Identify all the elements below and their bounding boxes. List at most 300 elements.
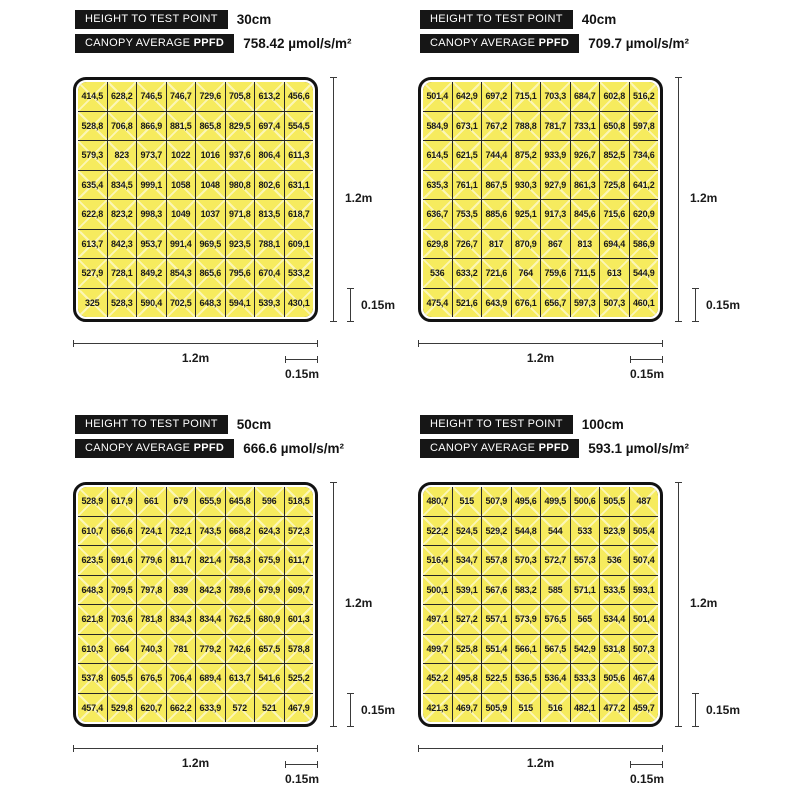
ppfd-cell: 823,2 bbox=[108, 200, 137, 229]
ppfd-cell: 522,5 bbox=[482, 664, 511, 693]
ppfd-cell: 539,1 bbox=[453, 576, 482, 605]
ppfd-cell: 613,2 bbox=[255, 82, 284, 111]
ppfd-cell: 567,6 bbox=[482, 576, 511, 605]
ppfd-cell: 759,6 bbox=[541, 259, 570, 288]
ppfd-cell: 867 bbox=[541, 230, 570, 259]
ppfd-cell: 645,8 bbox=[226, 487, 255, 516]
ppfd-cell: 675,9 bbox=[255, 546, 284, 575]
height-value: 50cm bbox=[236, 417, 272, 432]
ppfd-cell: 628,2 bbox=[108, 82, 137, 111]
ppfd-cell: 679 bbox=[167, 487, 196, 516]
ppfd-cell: 633,9 bbox=[196, 694, 225, 723]
ppfd-cell: 781,7 bbox=[541, 112, 570, 141]
ppfd-cell: 544,9 bbox=[630, 259, 659, 288]
canopy-average-text: CANOPY AVERAGE bbox=[85, 442, 194, 454]
ppfd-cell: 586,9 bbox=[630, 230, 659, 259]
ppfd-cell: 613 bbox=[600, 259, 629, 288]
ppfd-cell: 541,6 bbox=[255, 664, 284, 693]
ppfd-cell: 781,8 bbox=[137, 605, 166, 634]
ppfd-cell: 885,6 bbox=[482, 200, 511, 229]
ppfd-cell: 679,9 bbox=[255, 576, 284, 605]
ppfd-cell: 813 bbox=[571, 230, 600, 259]
ppfd-cell: 802,6 bbox=[255, 171, 284, 200]
ppfd-cell: 1022 bbox=[167, 141, 196, 170]
height-dimension-line bbox=[678, 482, 679, 727]
ppfd-cell: 655,9 bbox=[196, 487, 225, 516]
ppfd-cell: 459,7 bbox=[630, 694, 659, 723]
ppfd-cell: 703,6 bbox=[108, 605, 137, 634]
ppfd-cell: 609,7 bbox=[285, 576, 314, 605]
height-dimension-line bbox=[333, 77, 334, 322]
width-dimension-line bbox=[418, 343, 663, 344]
cell-height-dimension-label: 0.15m bbox=[706, 298, 741, 312]
ppfd-cell: 926,7 bbox=[571, 141, 600, 170]
ppfd-text: PPFD bbox=[538, 442, 570, 454]
ppfd-cell: 636,7 bbox=[423, 200, 452, 229]
ppfd-cell: 673,1 bbox=[453, 112, 482, 141]
ppfd-cell: 573,9 bbox=[512, 605, 541, 634]
ppfd-cell: 753,5 bbox=[453, 200, 482, 229]
ppfd-cell: 507,3 bbox=[630, 635, 659, 664]
ppfd-cell: 762,5 bbox=[226, 605, 255, 634]
cell-width-dimension-label: 0.15m bbox=[284, 772, 320, 786]
height-value: 30cm bbox=[236, 12, 272, 27]
ppfd-cell: 539,3 bbox=[255, 289, 284, 318]
ppfd-cell: 845,6 bbox=[571, 200, 600, 229]
ppfd-cell: 703,3 bbox=[541, 82, 570, 111]
ppfd-cell: 641,2 bbox=[630, 171, 659, 200]
ppfd-cell: 542,9 bbox=[571, 635, 600, 664]
ppfd-cell: 430,1 bbox=[285, 289, 314, 318]
ppfd-cell: 497,1 bbox=[423, 605, 452, 634]
height-value: 100cm bbox=[581, 417, 624, 432]
ppfd-cell: 536 bbox=[423, 259, 452, 288]
ppfd-cell: 709,5 bbox=[108, 576, 137, 605]
ppfd-cell: 746,5 bbox=[137, 82, 166, 111]
ppfd-cell: 842,3 bbox=[108, 230, 137, 259]
ppfd-cell: 501,4 bbox=[630, 605, 659, 634]
height-dimension-label: 1.2m bbox=[690, 191, 718, 205]
cell-width-dimension-line bbox=[285, 359, 318, 360]
cell-width-dimension-line bbox=[630, 359, 663, 360]
ppfd-cell: 767,2 bbox=[482, 112, 511, 141]
ppfd-cell: 779,2 bbox=[196, 635, 225, 664]
ppfd-cell: 623,5 bbox=[78, 546, 107, 575]
ppfd-cell: 662,2 bbox=[167, 694, 196, 723]
ppfd-cell: 758,3 bbox=[226, 546, 255, 575]
ppfd-cell: 515 bbox=[453, 487, 482, 516]
ppfd-cell: 554,5 bbox=[285, 112, 314, 141]
ppfd-cell: 620,7 bbox=[137, 694, 166, 723]
ppfd-cell: 475,4 bbox=[423, 289, 452, 318]
ppfd-cell: 528,8 bbox=[78, 112, 107, 141]
cell-width-dimension-label: 0.15m bbox=[629, 772, 665, 786]
ppfd-cell: 610,3 bbox=[78, 635, 107, 664]
ppfd-cell: 597,3 bbox=[571, 289, 600, 318]
ppfd-cell: 740,3 bbox=[137, 635, 166, 664]
ppfd-grid bbox=[423, 487, 658, 722]
ppfd-cell: 697,4 bbox=[255, 112, 284, 141]
ppfd-cell: 499,5 bbox=[541, 487, 570, 516]
ppfd-cell: 1016 bbox=[196, 141, 225, 170]
ppfd-cell: 725,8 bbox=[600, 171, 629, 200]
ppfd-cell: 925,1 bbox=[512, 200, 541, 229]
ppfd-cell: 572 bbox=[226, 694, 255, 723]
ppfd-cell: 505,5 bbox=[600, 487, 629, 516]
ppfd-cell: 452,2 bbox=[423, 664, 452, 693]
ppfd-cell: 661 bbox=[137, 487, 166, 516]
ppfd-cell: 500,6 bbox=[571, 487, 600, 516]
ppfd-cell: 635,3 bbox=[423, 171, 452, 200]
ppfd-cell: 525,8 bbox=[453, 635, 482, 664]
ppfd-cell: 624,3 bbox=[255, 517, 284, 546]
ppfd-cell: 743,5 bbox=[196, 517, 225, 546]
ppfd-cell: 933,9 bbox=[541, 141, 570, 170]
ppfd-cell: 795,6 bbox=[226, 259, 255, 288]
ppfd-cell: 656,7 bbox=[541, 289, 570, 318]
ppfd-cell: 705,8 bbox=[226, 82, 255, 111]
canopy-average-ppfd-label bbox=[75, 439, 234, 458]
canopy-average-text: CANOPY AVERAGE bbox=[430, 442, 539, 454]
ppfd-cell: 875,2 bbox=[512, 141, 541, 170]
ppfd-cell: 854,3 bbox=[167, 259, 196, 288]
ppfd-cell: 557,1 bbox=[482, 605, 511, 634]
ppfd-cell: 499,7 bbox=[423, 635, 452, 664]
ppfd-cell: 813,5 bbox=[255, 200, 284, 229]
cell-width-dimension-label: 0.15m bbox=[629, 367, 665, 381]
ppfd-cell: 578,8 bbox=[285, 635, 314, 664]
ppfd-cell: 618,7 bbox=[285, 200, 314, 229]
ppfd-cell: 621,5 bbox=[453, 141, 482, 170]
ppfd-cell: 834,4 bbox=[196, 605, 225, 634]
ppfd-cell: 576,5 bbox=[541, 605, 570, 634]
ppfd-cell: 715,6 bbox=[600, 200, 629, 229]
ppfd-cell: 528,3 bbox=[108, 289, 137, 318]
ppfd-cell: 733,1 bbox=[571, 112, 600, 141]
ppfd-cell: 611,3 bbox=[285, 141, 314, 170]
average-ppfd-value: 709.7 µmol/s/m² bbox=[588, 36, 690, 51]
ppfd-cell: 643,9 bbox=[482, 289, 511, 318]
ppfd-cell: 523,9 bbox=[600, 517, 629, 546]
canopy-average-ppfd-label bbox=[420, 34, 579, 53]
width-dimension-line bbox=[73, 343, 318, 344]
ppfd-text: PPFD bbox=[193, 442, 225, 454]
ppfd-cell: 726,7 bbox=[453, 230, 482, 259]
ppfd-cell: 536 bbox=[600, 546, 629, 575]
ppfd-cell: 711,5 bbox=[571, 259, 600, 288]
ppfd-cell: 1037 bbox=[196, 200, 225, 229]
ppfd-cell: 557,8 bbox=[482, 546, 511, 575]
width-dimension-label: 1.2m bbox=[526, 351, 555, 365]
ppfd-cell: 806,4 bbox=[255, 141, 284, 170]
ppfd-cell: 551,4 bbox=[482, 635, 511, 664]
ppfd-cell: 834,3 bbox=[167, 605, 196, 634]
ppfd-cell: 565 bbox=[571, 605, 600, 634]
ppfd-cell: 570,3 bbox=[512, 546, 541, 575]
ppfd-cell: 621,8 bbox=[78, 605, 107, 634]
panel-header bbox=[75, 415, 344, 458]
ppfd-cell: 728,1 bbox=[108, 259, 137, 288]
ppfd-cell: 507,3 bbox=[600, 289, 629, 318]
ppfd-cell: 923,5 bbox=[226, 230, 255, 259]
ppfd-cell: 648,3 bbox=[78, 576, 107, 605]
width-dimension-label: 1.2m bbox=[181, 351, 210, 365]
ppfd-cell: 505,4 bbox=[630, 517, 659, 546]
ppfd-cell: 325 bbox=[78, 289, 107, 318]
height-dimension-label: 1.2m bbox=[690, 596, 718, 610]
ppfd-cell: 527,2 bbox=[453, 605, 482, 634]
average-ppfd-value: 758.42 µmol/s/m² bbox=[243, 36, 352, 51]
ppfd-cell: 525,2 bbox=[285, 664, 314, 693]
ppfd-cell: 817 bbox=[482, 230, 511, 259]
cell-height-dimension-line bbox=[695, 693, 696, 727]
ppfd-cell: 534,4 bbox=[600, 605, 629, 634]
height-to-test-point-label: HEIGHT TO TEST POINT bbox=[75, 415, 228, 434]
ppfd-cell: 605,5 bbox=[108, 664, 137, 693]
ppfd-cell: 839 bbox=[167, 576, 196, 605]
ppfd-cell: 516 bbox=[541, 694, 570, 723]
ppfd-cell: 917,3 bbox=[541, 200, 570, 229]
ppfd-cell: 656,6 bbox=[108, 517, 137, 546]
height-dimension-line bbox=[678, 77, 679, 322]
ppfd-cell: 521 bbox=[255, 694, 284, 723]
ppfd-cell: 642,9 bbox=[453, 82, 482, 111]
ppfd-cell: 557,3 bbox=[571, 546, 600, 575]
ppfd-cell: 524,5 bbox=[453, 517, 482, 546]
ppfd-panel-50cm bbox=[73, 415, 413, 800]
ppfd-cell: 742,6 bbox=[226, 635, 255, 664]
ppfd-cell: 746,7 bbox=[167, 82, 196, 111]
ppfd-cell: 697,2 bbox=[482, 82, 511, 111]
ppfd-cell: 456,6 bbox=[285, 82, 314, 111]
ppfd-grid-panel bbox=[73, 482, 318, 727]
ppfd-cell: 664 bbox=[108, 635, 137, 664]
ppfd-cell: 973,7 bbox=[137, 141, 166, 170]
ppfd-cell: 999,1 bbox=[137, 171, 166, 200]
average-ppfd-value: 666.6 µmol/s/m² bbox=[243, 441, 345, 456]
ppfd-cell: 834,5 bbox=[108, 171, 137, 200]
cell-height-dimension-line bbox=[695, 288, 696, 322]
ppfd-cell: 865,6 bbox=[196, 259, 225, 288]
ppfd-cell: 516,4 bbox=[423, 546, 452, 575]
ppfd-cell: 460,1 bbox=[630, 289, 659, 318]
ppfd-cell: 823 bbox=[108, 141, 137, 170]
ppfd-cell: 866,9 bbox=[137, 112, 166, 141]
ppfd-cell: 533 bbox=[571, 517, 600, 546]
ppfd-cell: 507,9 bbox=[482, 487, 511, 516]
ppfd-cell: 487 bbox=[630, 487, 659, 516]
ppfd-cell: 842,3 bbox=[196, 576, 225, 605]
ppfd-cell: 729,6 bbox=[196, 82, 225, 111]
ppfd-cell: 631,1 bbox=[285, 171, 314, 200]
ppfd-cell: 852,5 bbox=[600, 141, 629, 170]
ppfd-cell: 789,6 bbox=[226, 576, 255, 605]
height-dimension-line bbox=[333, 482, 334, 727]
ppfd-cell: 881,5 bbox=[167, 112, 196, 141]
ppfd-cell: 676,1 bbox=[512, 289, 541, 318]
ppfd-cell: 584,9 bbox=[423, 112, 452, 141]
ppfd-cell: 867,5 bbox=[482, 171, 511, 200]
ppfd-cell: 414,5 bbox=[78, 82, 107, 111]
cell-height-dimension-line bbox=[350, 693, 351, 727]
ppfd-cell: 500,1 bbox=[423, 576, 452, 605]
ppfd-grid-panel bbox=[418, 482, 663, 727]
ppfd-panel-40cm bbox=[418, 10, 758, 405]
ppfd-grid bbox=[423, 82, 658, 317]
ppfd-cell: 566,1 bbox=[512, 635, 541, 664]
ppfd-cell: 469,7 bbox=[453, 694, 482, 723]
ppfd-cell: 596 bbox=[255, 487, 284, 516]
height-dimension-label: 1.2m bbox=[345, 596, 373, 610]
ppfd-cell: 467,4 bbox=[630, 664, 659, 693]
ppfd-cell: 421,3 bbox=[423, 694, 452, 723]
panel-header bbox=[420, 415, 689, 458]
ppfd-cell: 601,3 bbox=[285, 605, 314, 634]
ppfd-cell: 721,6 bbox=[482, 259, 511, 288]
ppfd-cell: 613,7 bbox=[78, 230, 107, 259]
panel-header bbox=[75, 10, 352, 53]
ppfd-cell: 467,9 bbox=[285, 694, 314, 723]
ppfd-panel-30cm bbox=[73, 10, 413, 405]
ppfd-cell: 811,7 bbox=[167, 546, 196, 575]
canopy-average-text: CANOPY AVERAGE bbox=[85, 37, 194, 49]
ppfd-cell: 706,4 bbox=[167, 664, 196, 693]
ppfd-cell: 544 bbox=[541, 517, 570, 546]
canopy-average-text: CANOPY AVERAGE bbox=[430, 37, 539, 49]
ppfd-cell: 998,3 bbox=[137, 200, 166, 229]
ppfd-cell: 533,3 bbox=[571, 664, 600, 693]
canopy-average-ppfd-label bbox=[75, 34, 234, 53]
width-dimension-line bbox=[418, 748, 663, 749]
ppfd-cell: 861,3 bbox=[571, 171, 600, 200]
ppfd-cell: 724,1 bbox=[137, 517, 166, 546]
ppfd-cell: 617,9 bbox=[108, 487, 137, 516]
ppfd-grid bbox=[78, 82, 313, 317]
ppfd-cell: 971,8 bbox=[226, 200, 255, 229]
ppfd-cell: 849,2 bbox=[137, 259, 166, 288]
cell-width-dimension-line bbox=[630, 764, 663, 765]
ppfd-cell: 788,1 bbox=[255, 230, 284, 259]
ppfd-cell: 505,9 bbox=[482, 694, 511, 723]
ppfd-cell: 694,4 bbox=[600, 230, 629, 259]
ppfd-cell: 529,8 bbox=[108, 694, 137, 723]
ppfd-cell: 1049 bbox=[167, 200, 196, 229]
ppfd-cell: 706,8 bbox=[108, 112, 137, 141]
ppfd-cell: 590,4 bbox=[137, 289, 166, 318]
height-dimension-label: 1.2m bbox=[345, 191, 373, 205]
ppfd-cell: 779,6 bbox=[137, 546, 166, 575]
ppfd-cell: 585 bbox=[541, 576, 570, 605]
ppfd-cell: 991,4 bbox=[167, 230, 196, 259]
ppfd-cell: 611,7 bbox=[285, 546, 314, 575]
ppfd-cell: 937,6 bbox=[226, 141, 255, 170]
ppfd-cell: 516,2 bbox=[630, 82, 659, 111]
ppfd-cell: 668,2 bbox=[226, 517, 255, 546]
ppfd-cell: 614,5 bbox=[423, 141, 452, 170]
ppfd-cell: 533,5 bbox=[600, 576, 629, 605]
ppfd-cell: 613,7 bbox=[226, 664, 255, 693]
width-dimension-line bbox=[73, 748, 318, 749]
height-to-test-point-label: HEIGHT TO TEST POINT bbox=[420, 415, 573, 434]
ppfd-cell: 635,4 bbox=[78, 171, 107, 200]
ppfd-cell: 495,6 bbox=[512, 487, 541, 516]
height-value: 40cm bbox=[581, 12, 617, 27]
cell-width-dimension-label: 0.15m bbox=[284, 367, 320, 381]
ppfd-cell: 657,5 bbox=[255, 635, 284, 664]
ppfd-cell: 684,7 bbox=[571, 82, 600, 111]
width-dimension-label: 1.2m bbox=[526, 756, 555, 770]
ppfd-cell: 732,1 bbox=[167, 517, 196, 546]
ppfd-cell: 531,8 bbox=[600, 635, 629, 664]
ppfd-cell: 610,7 bbox=[78, 517, 107, 546]
ppfd-cell: 515 bbox=[512, 694, 541, 723]
ppfd-cell: 609,1 bbox=[285, 230, 314, 259]
ppfd-cell: 680,9 bbox=[255, 605, 284, 634]
cell-height-dimension-line bbox=[350, 288, 351, 322]
ppfd-cell: 518,5 bbox=[285, 487, 314, 516]
ppfd-cell: 953,7 bbox=[137, 230, 166, 259]
height-to-test-point-label: HEIGHT TO TEST POINT bbox=[75, 10, 228, 29]
ppfd-cell: 691,6 bbox=[108, 546, 137, 575]
ppfd-cell: 865,8 bbox=[196, 112, 225, 141]
cell-height-dimension-label: 0.15m bbox=[706, 703, 741, 717]
ppfd-grid-panel bbox=[418, 77, 663, 322]
cell-height-dimension-label: 0.15m bbox=[361, 703, 396, 717]
ppfd-cell: 648,3 bbox=[196, 289, 225, 318]
ppfd-cell: 969,5 bbox=[196, 230, 225, 259]
ppfd-cell: 1048 bbox=[196, 171, 225, 200]
ppfd-cell: 829,5 bbox=[226, 112, 255, 141]
ppfd-cell: 597,8 bbox=[630, 112, 659, 141]
ppfd-cell: 629,8 bbox=[423, 230, 452, 259]
ppfd-cell: 821,4 bbox=[196, 546, 225, 575]
ppfd-cell: 1058 bbox=[167, 171, 196, 200]
ppfd-cell: 457,4 bbox=[78, 694, 107, 723]
ppfd-cell: 930,3 bbox=[512, 171, 541, 200]
ppfd-cell: 579,3 bbox=[78, 141, 107, 170]
average-ppfd-value: 593.1 µmol/s/m² bbox=[588, 441, 690, 456]
ppfd-text: PPFD bbox=[193, 37, 225, 49]
ppfd-cell: 583,2 bbox=[512, 576, 541, 605]
ppfd-cell: 650,8 bbox=[600, 112, 629, 141]
ppfd-cell: 495,8 bbox=[453, 664, 482, 693]
ppfd-cell: 788,8 bbox=[512, 112, 541, 141]
ppfd-cell: 715,1 bbox=[512, 82, 541, 111]
ppfd-cell: 734,6 bbox=[630, 141, 659, 170]
ppfd-cell: 533,2 bbox=[285, 259, 314, 288]
ppfd-cell: 676,5 bbox=[137, 664, 166, 693]
panel-header bbox=[420, 10, 689, 53]
cell-height-dimension-label: 0.15m bbox=[361, 298, 396, 312]
ppfd-cell: 572,7 bbox=[541, 546, 570, 575]
width-dimension-label: 1.2m bbox=[181, 756, 210, 770]
ppfd-cell: 797,8 bbox=[137, 576, 166, 605]
ppfd-cell: 544,8 bbox=[512, 517, 541, 546]
ppfd-cell: 507,4 bbox=[630, 546, 659, 575]
ppfd-cell: 537,8 bbox=[78, 664, 107, 693]
ppfd-cell: 702,5 bbox=[167, 289, 196, 318]
ppfd-panel-100cm bbox=[418, 415, 758, 800]
ppfd-cell: 536,5 bbox=[512, 664, 541, 693]
ppfd-cell: 927,9 bbox=[541, 171, 570, 200]
canopy-average-ppfd-label bbox=[420, 439, 579, 458]
ppfd-cell: 622,8 bbox=[78, 200, 107, 229]
ppfd-cell: 572,3 bbox=[285, 517, 314, 546]
ppfd-cell: 744,4 bbox=[482, 141, 511, 170]
ppfd-cell: 529,2 bbox=[482, 517, 511, 546]
ppfd-cell: 477,2 bbox=[600, 694, 629, 723]
ppfd-grid-panel bbox=[73, 77, 318, 322]
